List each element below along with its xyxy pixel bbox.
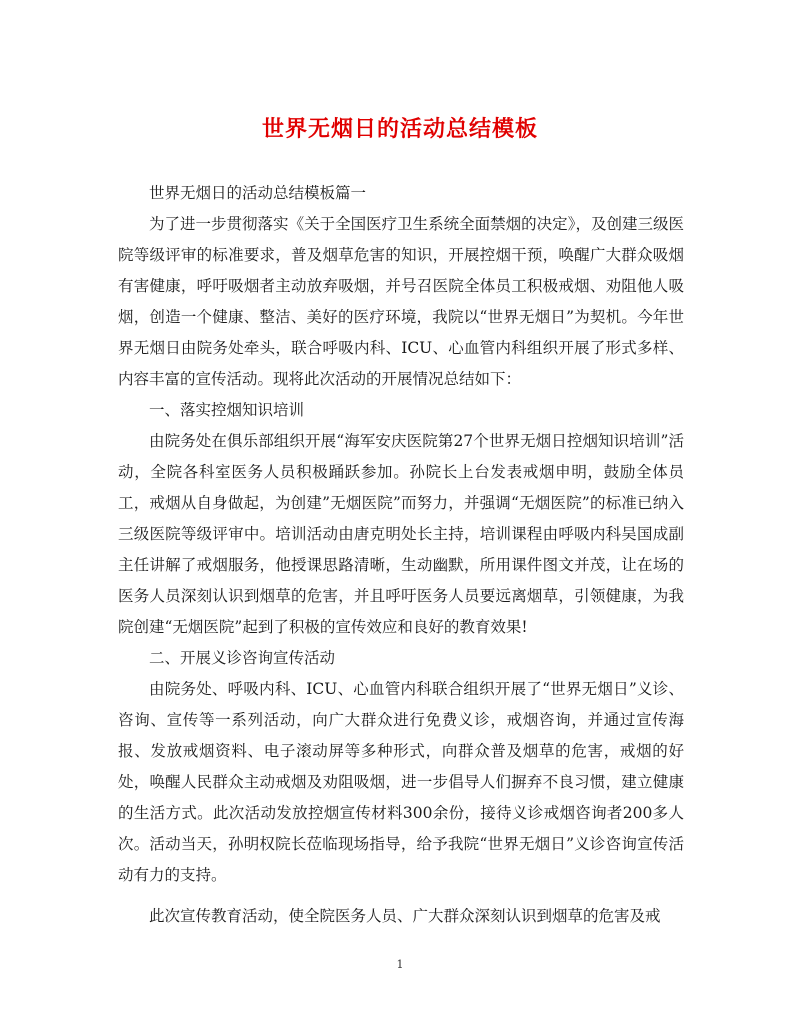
intro-paragraph: 为了进一步贯彻落实《关于全国医疗卫生系统全面禁烟的决定》，及创建三级医院等级评审的标准要求，普及烟草危害的知识，开展控烟干预，唤醒广大群众吸烟有害健康，呼吁吸烟者主动放弃吸烟，并号召医院全体员工积极戒烟、劝阻他人吸烟，创造一个健康、整洁、美好的医疗环境，我院以“世界无烟日”为契机。今年世界无烟日由院务处牵头，联合呼吸内科、ICU、心血管内科组织开展了形式多样、内容丰富的宣传活动。现将此次活动的开展情况总结如下： xyxy=(118,215,684,388)
page-number: 1 xyxy=(396,958,404,971)
closing-paragraph: 此次宣传教育活动，使全院医务人员、广大群众深刻认识到烟草的危害及戒 xyxy=(149,907,661,925)
section-heading: 二、开展义诊咨询宣传活动 xyxy=(149,649,336,667)
section-heading: 一、落实控烟知识培训 xyxy=(149,401,305,419)
consultation-paragraph: 由院务处、呼吸内科、ICU、心血管内科联合组织开展了“世界无烟日”义诊、咨询、宣传等一系列活动，向广大群众进行免费义诊，戒烟咨询，并通过宣传海报、发放戒烟资料、电子滚动屏等多种形式，向群众普及烟草的危害，戒烟的好处，唤醒人民群众主动戒烟及劝阻吸烟，进一步倡导人们摒弃不良习惯，建立健康的生活方式。此次活动发放控烟宣传材料300余份，接待义诊戒烟咨询者200多人次。活动当天，孙明权院长莅临现场指导，给予我院“世界无烟日”义诊咨询宣传活动有力的支持。 xyxy=(118,680,684,884)
document-title: 世界无烟日的活动总结模板 xyxy=(261,116,538,142)
document-body xyxy=(118,178,684,932)
training-paragraph: 由院务处在俱乐部组织开展“海军安庆医院第27个世界无烟日控烟知识培训”活动，全院各科室医务人员积极踊跃参加。孙院长上台发表戒烟申明，鼓励全体员工，戒烟从自身做起，为创建”无烟医院”而努力，并强调“无烟医院”的标准已纳入三级医院等级评审中。培训活动由唐克明处长主持，培训课程由呼吸内科吴国成副主任讲解了戒烟服务，他授课思路清晰，生动幽默，所用课件图文并茂，让在场的医务人员深刻认识到烟草的危害，并且呼吁医务人员要远离烟草，引领健康，为我院创建“无烟医院”起到了积极的宣传效应和良好的教育效果! xyxy=(118,432,684,636)
section-heading: 世界无烟日的活动总结模板篇一 xyxy=(149,184,367,202)
